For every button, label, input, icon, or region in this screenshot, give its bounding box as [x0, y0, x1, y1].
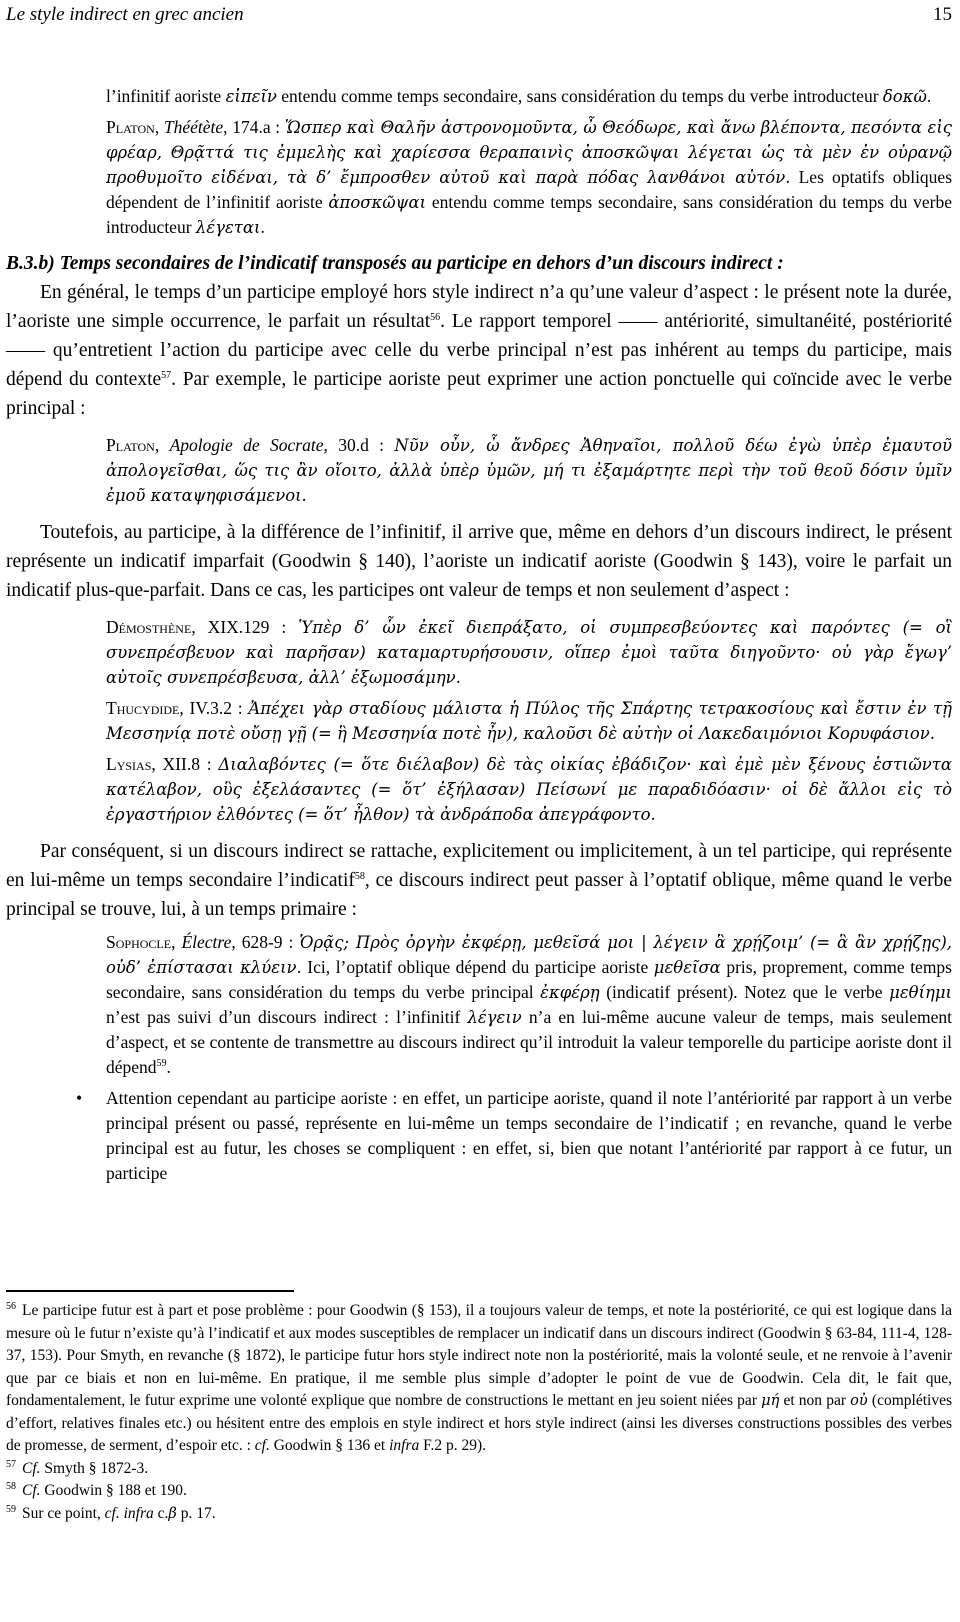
citation-sophocle: Sophocle, Électre, 628-9 : Ὁρᾷς; Πρὸς ὀργὴν ἐκφέρῃ, μεθεῖσά μοι | λέγειν ἃ χρῄζοιμ’ (= ἃ ἂν χρῄζῃς), οὐδ’ ἐπίστασαι κλύειν. Ici, l’optatif oblique dépend du participe aoriste μεθεῖσα pris, proprement, comme temps secondaire, sans considération du temps du verbe principal ἐκφέρῃ (indicatif présent). Notez que le verbe μεθίημι n’est pas suivi d’un discours indirect : l’infinitif λέγειν n’a en lui-même aucune valeur de temps, mais seulement d’aspect, et se contente de transmettre au discours indirect qu’il introduit la valeur temporelle du participe aoriste dont il dépend$^{59}$.	[106, 932, 952, 1077]
running-head-title: Le style indirect en grec ancien	[6, 4, 244, 25]
paragraph: Toutefois, au participe, à la différence de l’infinitif, il arrive que, même en dehors d’un discours indirect, le présent représente un indicatif imparfait (Goodwin § 140), l’aoriste un indicatif aoriste (Goodwin § 143), voire le parfait un indicatif plus-que-parfait. Dans ce cas, les participes ont valeur de temps et non seulement d’aspect :	[6, 522, 952, 601]
page-number: 15	[933, 4, 952, 25]
footnote-ref[interactable]: 59	[156, 1058, 167, 1069]
citation-continuation: l’infinitif aoriste εἰπεῖν entendu comme temps secondaire, sans considération du temps du verbe introducteur δοκῶ.	[106, 86, 932, 106]
citation-thucydide: Thucydide, IV.3.2 : Ἀπέχει γὰρ σταδίους μάλιστα ἡ Πύλος τῆς Σπάρτης τετρακοσίους καὶ ἔστιν ἐν τῇ Μεσσηνίᾳ ποτὲ οὔσῃ γῇ (= ἣ Μεσσηνία ποτὲ ἦν), καλοῦσι δὲ αὐτὴν οἱ Λακεδαιμόνιοι Κορυφάσιον.	[106, 698, 952, 743]
footnote-ref[interactable]: 56	[430, 312, 441, 323]
paragraph: Par conséquent, si un discours indirect se rattache, explicitement ou implicitement, à un tel participe, qui représente en lui-même un temps secondaire l’indicatif$^{58}$, ce discours indirect peut passer à l’optatif oblique, même quand le verbe principal se trouve, lui, à un temps primaire :	[6, 841, 952, 920]
main-text	[6, 84, 952, 1186]
citation-platon-theetete: Platon, Théétète, 174.a : Ὥσπερ καὶ Θαλῆν ἀστρονομοῦντα, ὦ Θεόδωρε, καὶ ἄνω βλέποντα, πεσόντα εἰς φρέαρ, Θρᾷττά τις ἐμμελὴς καὶ χαρίεσσα θεραπαινὶς ἀποσκῶψαι λέγεται ὡς τὰ μὲν ἐν οὐρανῷ προθυμοῖτο εἰδέναι, τὰ δ’ ἔμπροσθεν αὐτοῦ καὶ παρὰ πόδας λανθάνοι αὐτόν. Les optatifs obliques dépendent de l’infinitif aoriste ἀποσκῶψαι entendu comme temps secondaire, sans considération du temps du verbe introducteur λέγεται.	[106, 117, 953, 237]
bullet-icon: •	[76, 1088, 83, 1108]
citation-lysias: Lysias, XII.8 : Διαλαβόντες (= ὅτε διέλαβον) δὲ τὰς οἰκίας ἐβάδιζον· καὶ ἐμὲ μὲν ξένους ἑστιῶντα κατέλαβον, οὓς ἐξελάσαντες (= ὅτ’ ἐξήλασαν) Πείσωνί με παραδιδόασιν· οἱ δὲ ἄλλοι εἰς τὸ ἐργαστήριον ἐλθόντες (= ὅτ’ ἦλθον) τὰ ἀνδράποδα ἀπεγράφοντο.	[106, 754, 952, 824]
bullet-text: Attention cependant au participe aoriste : en effet, un participe aoriste, quand il note l’antériorité par rapport à un verbe principal présent ou passé, représente en lui-même un temps secondaire de l’indicatif ; en revanche, quand le verbe principal est au futur, les choses se compliquent : en effet, si, bien que notant l’antériorité par rapport à ce futur, un participe	[106, 1088, 952, 1183]
running-head	[6, 4, 952, 28]
paragraph: En général, le temps d’un participe employé hors style indirect n’a qu’une valeur d’aspect : le présent note la durée, l’aoriste une simple occurrence, le parfait un résultat$^{56}$. Le rapport temporel —— antériorité, simultanéité, postériorité —— qu’entretient l’action du participe avec celle du verbe principal n’est pas inhérent au temps du participe, mais dépend du contexte$^{57}$. Par exemple, le participe aoriste peut exprimer une action ponctuelle qui coïncide avec le verbe principal :	[6, 282, 952, 419]
footnote-56: $^{56}$ Le participe futur est à part et pose problème : pour Goodwin (§ 153), il a toujours valeur de temps, et note la postériorité, ce qui est logique dans la mesure où le futur n’existe qu’à l’indicatif et aux modes susceptibles de remplacer un indicatif dans un discours indirect (Goodwin § 63-84, 111-4, 128-37, 153). Pour Smyth, en revanche (§ 1872), le participe futur hors style indirect note non la postériorité, mais la volonté seule, et ne renvoie à l’avenir que par ce biais et non en lui-même. En pratique, il me semble plus simple d’adopter le point de vue de Goodwin. Cela dit, le fait que, fondamentalement, le futur exprime une volonté explique que nombre de constructions le mettant en jeu soient niées par μή et non par οὐ (complétives d’effort, relatives finales etc.) ou hésitent entre des emplois en style indirect et hors style indirect (ainsi les diverses constructions possibles des verbes de promesse, de serment, d’espoir etc. : cf. Goodwin § 136 et infra F.2 p. 29).	[6, 1301, 952, 1454]
footnote-ref[interactable]: 58	[354, 871, 365, 882]
footnotes	[6, 1300, 952, 1525]
footnote-ref[interactable]: 57	[161, 370, 172, 381]
citation-demosthene: Démosthène, XIX.129 : Ὑπὲρ δ’ ὧν ἐκεῖ διεπράξατο, οἱ συμπρεσβεύοντες καὶ παρόντες (= οἳ συνεπρέσβευον καὶ παρῆσαν) καταμαρτυρήσουσιν, οἵπερ ἐμοὶ ταῦτα διηγοῦντο· οὐ γὰρ ἔγωγ’ αὐτοῖς συνεπρέσβευσα, ἀλλ’ ἐξωμοσάμην.	[106, 617, 953, 687]
bullet-item	[76, 1086, 952, 1186]
footnote-58: $^{58}$ Cf. Goodwin § 188 et 190.	[6, 1481, 187, 1499]
section-heading: B.3.b) Temps secondaires de l’indicatif transposés au participe en dehors d’un discours indirect :	[6, 253, 784, 274]
footnote-57: $^{57}$ Cf. Smyth § 1872-3.	[6, 1458, 149, 1477]
footnote-59: $^{59}$ Sur ce point, cf. infra c.β p. 17.	[6, 1503, 216, 1522]
citation-platon-apologie: Platon, Apologie de Socrate, 30.d : Νῦν οὖν, ὦ ἄνδρες Ἀθηναῖοι, πολλοῦ δέω ἐγὼ ὑπὲρ ἐμαυτοῦ ἀπολογεῖσθαι, ὥς τις ἂν οἴοιτο, ἀλλὰ ὑπὲρ ὑμῶν, μή τι ἐξαμάρτητε περὶ τὴν τοῦ θεοῦ δόσιν ὑμῖν ἐμοῦ καταψηφισάμενοι.	[106, 435, 952, 505]
footnote-separator	[6, 1290, 294, 1292]
